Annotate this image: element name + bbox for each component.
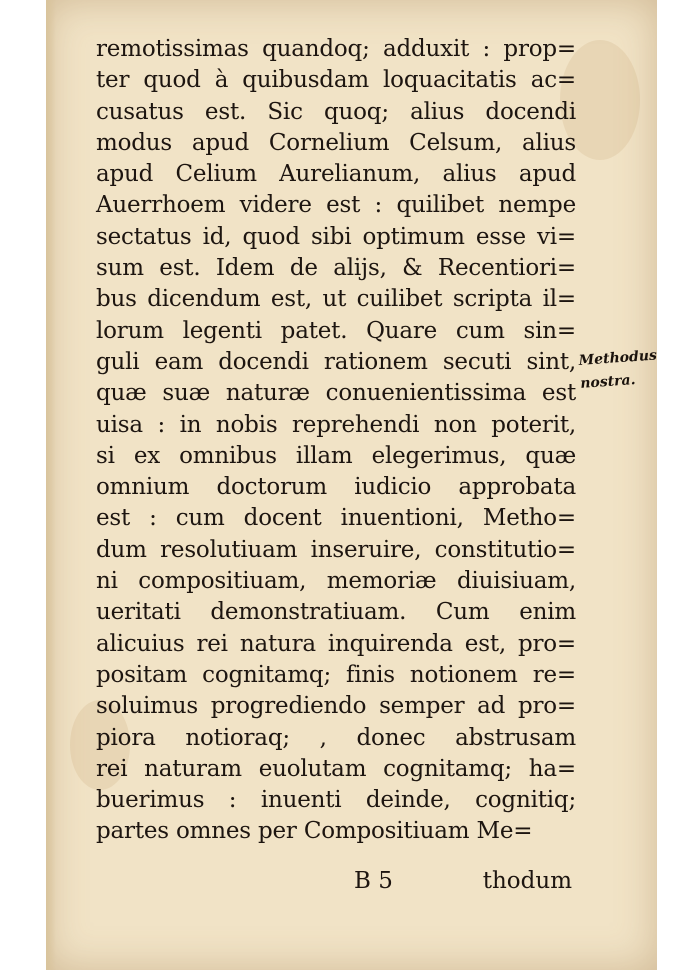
text-line: apud Celium Aurelianum, alius apud xyxy=(96,161,576,188)
text-line: cusatus est. Sic quoq; alius docendi xyxy=(96,98,576,125)
text-line: buerimus : inuenti deinde, cognitiq; xyxy=(96,787,576,814)
text-line: Auerrhoem videre est : quilibet nempe xyxy=(96,192,576,219)
text-line: lorum legenti patet. Quare cum sin= xyxy=(96,317,576,344)
text-line: positam cognitamq; finis notionem re= xyxy=(96,661,576,688)
text-line: ter quod à quibusdam loquacitatis ac= xyxy=(96,67,576,94)
text-line: soluimus progrediendo semper ad pro= xyxy=(96,693,576,720)
text-line: piora notioraq; , donec abstrusam xyxy=(96,724,576,751)
text-line: ni compositiuam, memoriæ diuisiuam, xyxy=(96,568,576,595)
text-line: partes omnes per Compositiuam Me= xyxy=(96,818,533,845)
body-text xyxy=(96,34,576,848)
catchword: thodum xyxy=(482,868,572,894)
text-line: alicuius rei natura inquirenda est, pro= xyxy=(96,630,576,657)
signature-mark: B 5 xyxy=(354,868,393,894)
text-line: sectatus id, quod sibi optimum esse vi= xyxy=(96,223,576,250)
text-line: ueritati demonstratiuam. Cum enim xyxy=(96,599,576,626)
text-line: remotissimas quandoq; adduxit : prop= xyxy=(96,36,576,62)
page-gutter-shadow xyxy=(46,0,56,970)
marginal-note xyxy=(578,345,659,396)
text-line: dum resolutiuam inseruire, constitutio= xyxy=(96,536,576,563)
text-line: guli eam docendi rationem secuti sint, xyxy=(96,348,576,375)
text-line: sum est. Idem de alijs, & Recentiori= xyxy=(96,255,576,282)
marginal-note-line: Methodus xyxy=(578,347,658,369)
text-line: si ex omnibus illam elegerimus, quæ xyxy=(96,442,576,469)
text-line: uisa : in nobis reprehendi non poterit, xyxy=(96,411,576,438)
marginal-note-line: nostra. xyxy=(579,372,636,392)
text-line: quæ suæ naturæ conuenientissima est xyxy=(96,380,576,407)
text-line: rei naturam euolutam cognitamq; ha= xyxy=(96,755,576,782)
text-line: omnium doctorum iudicio approbata xyxy=(96,474,576,501)
page-footer xyxy=(96,868,572,900)
text-line: est : cum docent inuentioni, Metho= xyxy=(96,505,576,532)
text-line: bus dicendum est, ut cuilibet scripta il= xyxy=(96,286,576,313)
text-line: modus apud Cornelium Celsum, alius xyxy=(96,129,576,156)
